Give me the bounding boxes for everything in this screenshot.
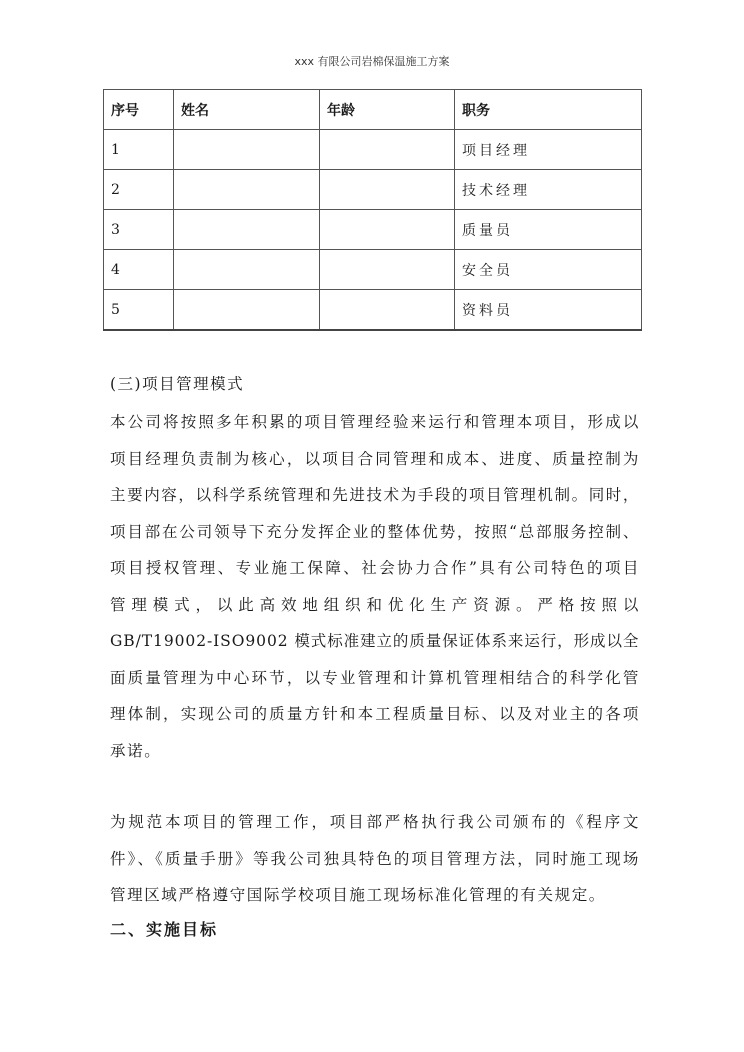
cell-age	[320, 210, 455, 250]
column-header-age: 年龄	[320, 90, 455, 130]
paragraph-line: 管理区域严格遵守国际学校项目施工现场标准化管理的有关规定。	[110, 886, 606, 904]
column-header-role: 职务	[455, 90, 642, 130]
cell-number: 1	[104, 130, 174, 170]
cell-age	[320, 170, 455, 210]
cell-number: 3	[104, 210, 174, 250]
staff-table	[103, 89, 642, 331]
table-row	[104, 290, 642, 331]
page-header: xxx 有限公司岩棉保温施工方案	[294, 55, 450, 68]
cell-number: 4	[104, 250, 174, 290]
paragraph-line: 管理模式，以此高效地组织和优化生产资源。严格按照以	[110, 595, 645, 614]
paragraph-line: 项目部在公司领导下充分发挥企业的整体优势，按照“总部服务控制、	[110, 522, 641, 541]
cell-role: 质量员	[455, 210, 642, 250]
paragraph-line: GB/T19002-ISO9002 模式标准建立的质量保证体系来运行，形成以全	[110, 632, 640, 650]
paragraph-line: 承诺。	[110, 741, 162, 760]
subsection-title: (三)项目管理模式	[110, 375, 245, 393]
cell-age	[320, 130, 455, 170]
cell-number: 2	[104, 170, 174, 210]
paragraph-line: 理体制，实现公司的质量方针和本工程质量目标、以及对业主的各项	[110, 705, 641, 723]
paragraph-management-mode	[110, 404, 645, 769]
paragraph-regulations	[110, 804, 640, 914]
cell-role: 技术经理	[455, 170, 642, 210]
cell-role: 项目经理	[455, 130, 642, 170]
paragraph-line: 项目经理负责制为核心，以项目合同管理和成本、进度、质量控制为	[110, 449, 641, 468]
table-row	[104, 250, 642, 290]
paragraph-line: 面质量管理为中心环节，以专业管理和计算机管理相结合的科学化管	[110, 668, 641, 687]
column-header-number: 序号	[104, 90, 174, 130]
paragraph-line: 项目授权管理、专业施工保障、社会协力合作”具有公司特色的项目	[110, 559, 641, 577]
table-row	[104, 210, 642, 250]
cell-role: 安全员	[455, 250, 642, 290]
paragraph-line: 件》、《质量手册》等我公司独具特色的项目管理方法，同时施工现场	[110, 849, 641, 868]
cell-name	[174, 130, 320, 170]
section-heading: 二、实施目标	[110, 920, 219, 939]
table-row	[104, 170, 642, 210]
table-header-row	[104, 90, 642, 130]
paragraph-line: 本公司将按照多年积累的项目管理经验来运行和管理本项目，形成以	[110, 413, 641, 431]
table-row	[104, 130, 642, 170]
cell-age	[320, 290, 455, 331]
column-header-name: 姓名	[174, 90, 320, 130]
cell-age	[320, 250, 455, 290]
paragraph-line: 主要内容，以科学系统管理和先进技术为手段的项目管理机制。同时，	[110, 486, 640, 504]
paragraph-line: 为规范本项目的管理工作，项目部严格执行我公司颁布的《程序文	[110, 813, 642, 831]
cell-name	[174, 290, 320, 331]
cell-name	[174, 210, 320, 250]
cell-number: 5	[104, 290, 174, 331]
cell-name	[174, 170, 320, 210]
cell-role: 资料员	[455, 290, 642, 331]
cell-name	[174, 250, 320, 290]
